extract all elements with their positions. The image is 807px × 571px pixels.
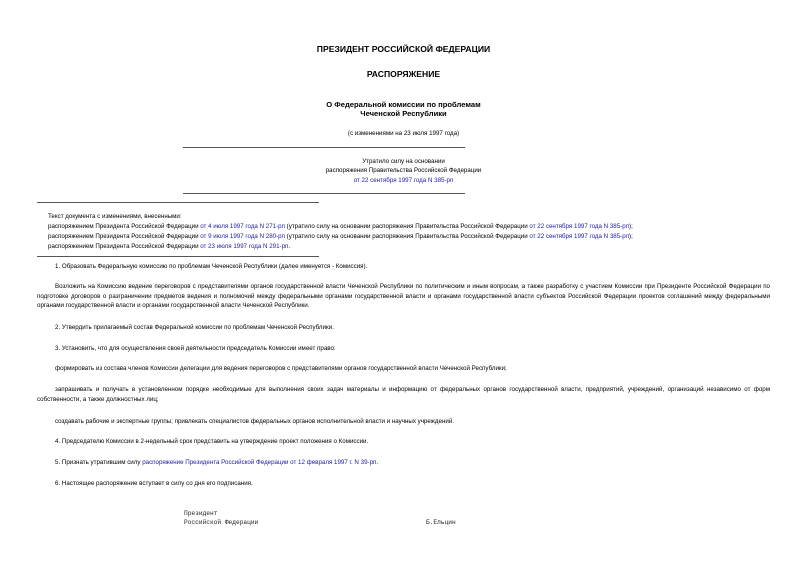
paragraph-2: Возложить на Комиссию ведение переговоров с представителями органов государственной власти Чеченской Республики по политическим и иным вопросам, а также разработку с участием Комиссии при Президенте Российской Федерации по подготовке договоров о разграничении предметов ведения и полномочий между федеральными органами государственной власти и органами государственной власти субъектов Российской Федерации проектов соглашений между федеральными органами государственной власти и органами государственной власти Чеченской Республики.: [37, 283, 770, 310]
expired-note-line3: [0, 176, 807, 185]
repeal-link[interactable]: от 22 сентября 1997 года N 385-рп: [529, 233, 630, 240]
document-title-line2: Чеченской Республики: [360, 109, 447, 118]
expired-note-line1: Утратило силу на основании: [362, 158, 445, 165]
amendment-row: [48, 222, 633, 232]
paragraph-1: 1. Образовать Федеральную комиссию по проблемам Чеченской Республики (далее именуется - Комиссия).: [55, 263, 368, 270]
paragraph-7: создавать рабочие и экспертные группы; привлекать специалистов федеральных органов исполнительной власти и научных учреждений.: [55, 418, 455, 425]
document-title-line1: О Федеральной комиссии по проблемам: [326, 100, 481, 109]
amendment-text: );: [629, 223, 633, 230]
divider: [37, 256, 319, 257]
paragraph-4: 3. Установить, что для осуществления своей деятельности председатель Комиссии имеет право:: [55, 345, 336, 352]
paragraph-8: 4. Председателю Комиссии в 2-недельный срок представить на утверждение проект положения о Комиссии.: [55, 438, 369, 445]
repealed-order-link[interactable]: распоряжение Президента Российской Федерации от 12 февраля 1997 г. N 39-рп: [142, 459, 377, 466]
expired-note-line2: распоряжения Правительства Российской Федерации: [325, 167, 482, 174]
divider: [183, 147, 465, 148]
paragraph-3: 2. Утвердить прилагаемый состав Федеральной комиссии по проблемам Чеченской Республики.: [55, 324, 334, 331]
paragraph-5: формировать из состава членов Комиссии делегации для ведения переговоров с представителями органов государственной власти Чеченской Республики;: [55, 365, 507, 372]
amendment-text: распоряжением Президента Российской Федерации: [48, 223, 201, 230]
amendment-text: (утратило силу на основании распоряжения Правительства Российской Федерации: [284, 223, 530, 230]
paragraph-9-text: 5. Признать утратившим силу: [55, 459, 143, 466]
amendment-row: [48, 242, 290, 252]
amendment-text: распоряжением Президента Российской Федерации: [48, 233, 201, 240]
amendment-text: (утратило силу на основании распоряжения Правительства Российской Федерации: [284, 233, 530, 240]
signature-role-line1: Президент: [184, 510, 218, 517]
divider: [183, 193, 465, 194]
signature-name: Б.Ельцин: [426, 519, 456, 526]
amendment-text: );: [629, 233, 633, 240]
amendment-link[interactable]: от 9 июля 1997 года N 280-рп: [200, 233, 285, 240]
amendment-text: .: [288, 243, 291, 250]
amendment-link[interactable]: от 4 июля 1997 года N 271-рп: [200, 223, 285, 230]
paragraph-9: [55, 458, 378, 468]
amendment-link[interactable]: от 23 июля 1997 года N 291-рп: [200, 243, 289, 250]
changes-note: (с изменениями на 23 июля 1997 года): [347, 130, 460, 137]
paragraph-6: запрашивать и получать в установленном порядке необходимые для выполнения своих задач материалы и информацию от федеральных органов государственной власти, предприятий, учреждений, организаций независимо от форм собственности, а также должностных лиц;: [37, 386, 770, 403]
expired-link[interactable]: от 22 сентября 1997 года N 385-рп: [353, 177, 454, 184]
paragraph-10: 6. Настоящее распоряжение вступает в силу со дня его подписания.: [55, 480, 253, 487]
amendment-text: распоряжением Президента Российской Федерации: [48, 243, 201, 250]
amendment-row: [48, 232, 633, 242]
paragraph-9-text: .: [376, 459, 379, 466]
issuer-heading: ПРЕЗИДЕНТ РОССИЙСКОЙ ФЕДЕРАЦИИ: [316, 44, 491, 54]
divider: [37, 202, 319, 203]
signature-role-line2: Российской Федерации: [184, 519, 259, 526]
amendments-intro: Текст документа с изменениями, внесенными:: [48, 213, 182, 220]
document-type-heading: РАСПОРЯЖЕНИЕ: [366, 69, 441, 79]
repeal-link[interactable]: от 22 сентября 1997 года N 385-рп: [529, 223, 630, 230]
